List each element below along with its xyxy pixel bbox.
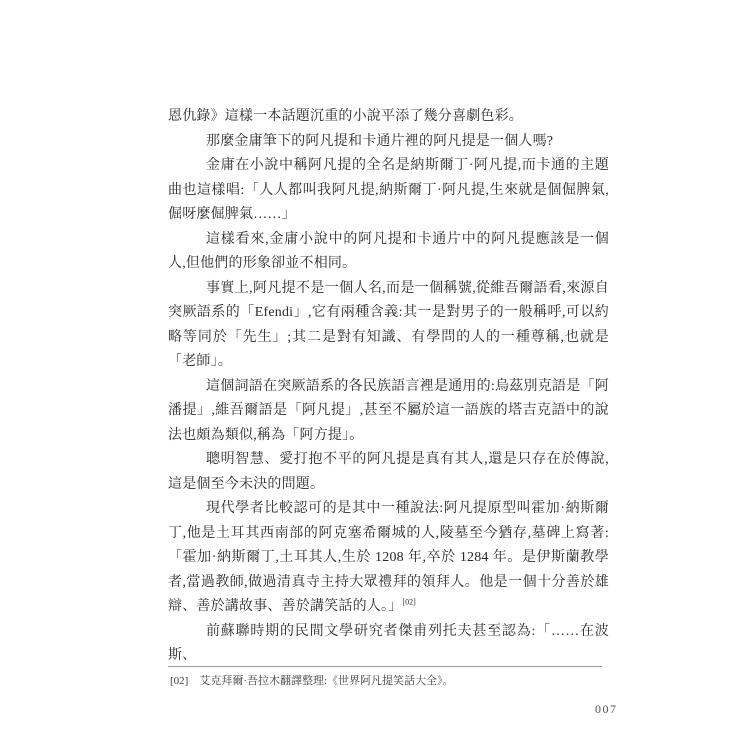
footnote-text: 艾克拜爾·吾拉木翻譯整理:《世界阿凡提笑話大全》。	[199, 675, 454, 687]
paragraph-text: 現代學者比較認可的是其中一種說法:阿凡提原型叫霍加·納斯爾丁,他是土耳其西南部的阿克塞希爾城的人,陵墓至今猶存,墓碑上寫著:「霍加·納斯爾丁,土耳其人,生於 1208 年,卒於 1284 年。是伊斯蘭教學者,當過教師,做過清真寺主持大眾禮拜的領拜人。他是一個十分善於雄辯、善於講故事、善於講笑話的人。」	[168, 501, 609, 614]
paragraph: 聰明智慧、愛打抱不平的阿凡提是真有其人,還是只存在於傳說,這是個至今未決的問題。	[168, 452, 609, 492]
paragraph-continuation: 恩仇錄》這樣一本話題沉重的小說平添了幾分喜劇色彩。	[168, 109, 523, 124]
paragraph: 這個詞語在突厥語系的各民族語言裡是通用的:烏茲別克語是「阿潘提」,維吾爾語是「阿凡提」,甚至不屬於這一語族的塔吉克語中的說法也頗為類似,稱為「阿方提」。	[168, 378, 609, 443]
paragraph: 那麼金庸筆下的阿凡提和卡通片裡的阿凡提是一個人嗎?	[206, 133, 554, 149]
paragraph: 這樣看來,金庸小說中的阿凡提和卡通片中的阿凡提應該是一個人,但他們的形象卻並不相同。	[168, 231, 609, 271]
paragraph: 前蘇聯時期的民間文學研究者傑甫列托夫甚至認為:「……在波斯、	[168, 623, 609, 663]
paragraph: 事實上,阿凡提不是一個人名,而是一個稱號,從維吾爾語看,來源自突厥語系的「Efendi」,它有兩種含義:其一是對男子的一般稱呼,可以約略等同於「先生」;其二是對有知識、有學問的人的一種尊稱,也就是「老師」。	[168, 280, 609, 369]
footnote-divider	[168, 666, 602, 667]
footnote-reference: [02]	[402, 597, 416, 607]
page-number: 007	[595, 702, 618, 716]
paragraph	[168, 497, 609, 620]
paragraph: 金庸在小說中稱阿凡提的全名是納斯爾丁·阿凡提,而卡通的主題曲也這樣唱:「人人都叫我阿凡提,納斯爾丁·阿凡提,生來就是個倔脾氣,倔呀麼倔脾氣……」	[168, 158, 609, 222]
body-text	[168, 105, 609, 669]
footnote-marker: [02]	[170, 675, 189, 687]
footnote	[170, 673, 608, 689]
